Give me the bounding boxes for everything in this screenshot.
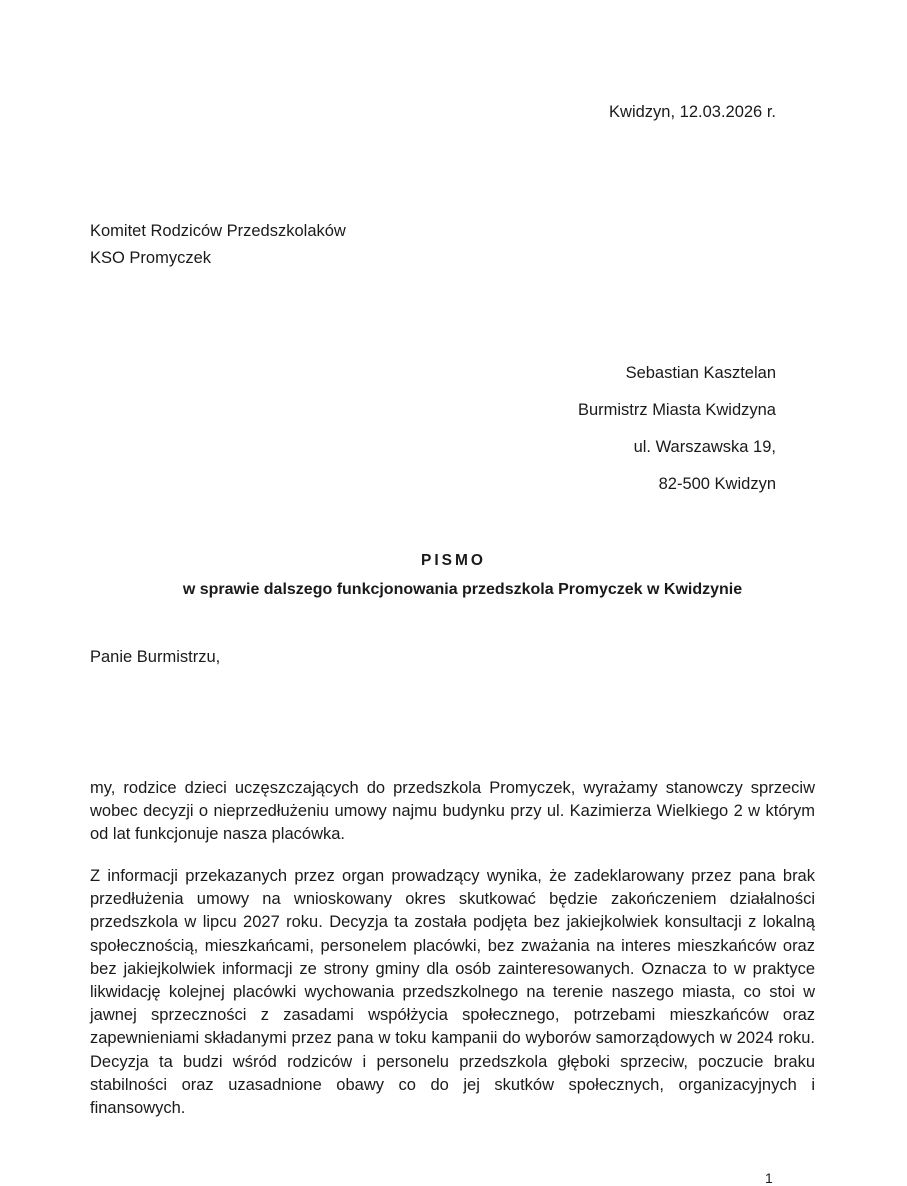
recipient-title: Burmistrz Miasta Kwidzyna	[577, 401, 776, 419]
recipient-name: Sebastian Kasztelan	[625, 364, 776, 382]
page-number: 1	[765, 1170, 773, 1186]
sender-line-1: Komitet Rodziców Przedszkolaków	[90, 222, 346, 240]
salutation: Panie Burmistrzu,	[90, 648, 221, 666]
recipient-block	[578, 355, 776, 503]
recipient-street: ul. Warszawska 19,	[633, 438, 776, 456]
sender-line-2: KSO Promyczek	[90, 249, 212, 267]
body-paragraph-1: my, rodzice dzieci uczęszczających do przedszkola Promyczek, wyrażamy stanowczy sprzeciw wobec decyzji o nieprzedłużeniu umowy najmu budynku przy ul. Kazimierza Wielkiego 2 w którym od lat funkcjonuje nasza placówka.	[90, 779, 815, 844]
body-paragraph-2: Z informacji przekazanych przez organ prowadzący wynika, że zadeklarowany przez pana brak przedłużenia umowy na wnioskowany okres skutkować będzie zakończeniem działalności przedszkola w lipcu 2027 roku. Decyzja ta została podjęta bez jakiejkolwiek konsultacji z lokalną społecznością, mieszkańcami, personelem placówki, bez zważania na interes mieszkańców oraz bez jakiejkolwiek informacji ze strony gminy dla osób zainteresowanych. Oznacza to w praktyce likwidację kolejnej placówki wychowania przedszkolnego na terenie naszego miasta, co stoi w jawnej sprzeczności z zasadami współżycia społecznego, potrzebami mieszkańców oraz zapewnieniami składanymi przez pana w toku kampanii do wyborów samorządowych w 2024 roku. Decyzja ta budzi wśród rodziców i personelu przedszkola głęboki sprzeciw, poczucie braku stabilności oraz uzasadnione obawy co do jej skutków społecznych, organizacyjnych i finansowych.	[90, 867, 815, 1118]
place-date: Kwidzyn, 12.03.2026 r.	[609, 103, 776, 121]
recipient-city: 82-500 Kwidzyn	[658, 475, 776, 493]
document-title: PISMO	[421, 552, 486, 569]
document-subject: w sprawie dalszego funkcjonowania przedszkola Promyczek w Kwidzynie	[182, 581, 743, 598]
sender-block	[90, 218, 346, 272]
bleed-through-text	[115, 140, 812, 162]
